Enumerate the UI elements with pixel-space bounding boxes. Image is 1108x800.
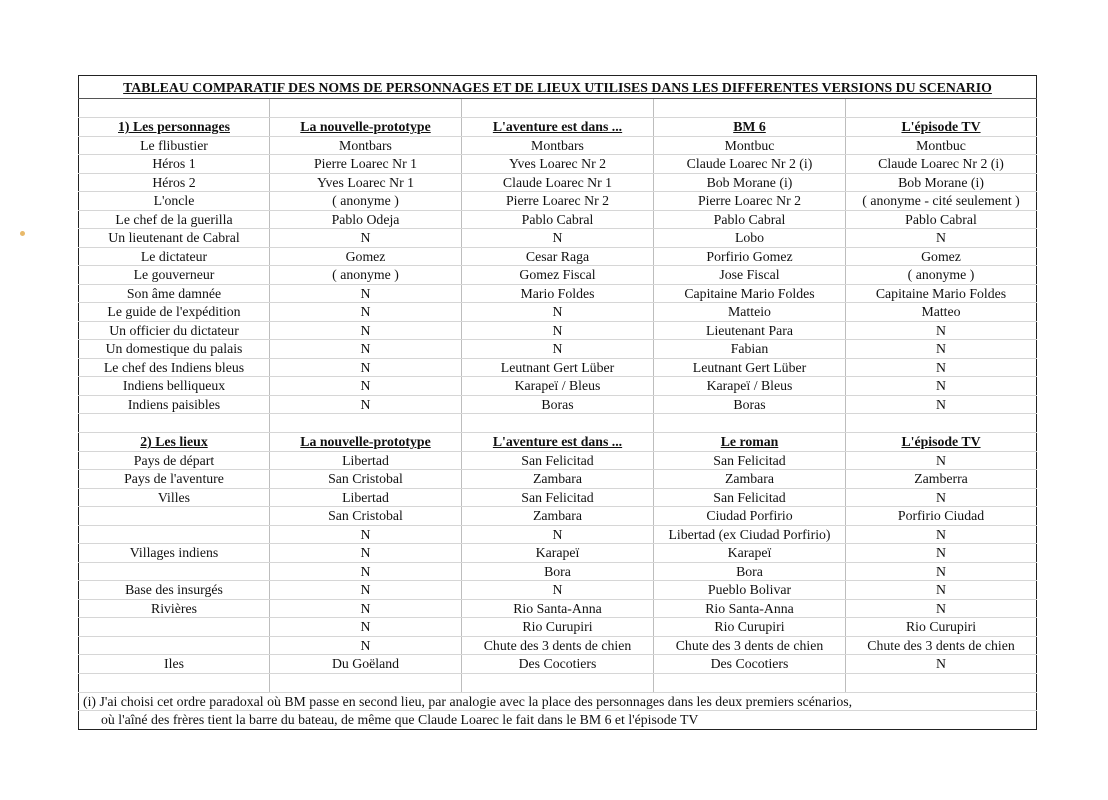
table-cell: Chute des 3 dents de chien xyxy=(462,636,654,655)
table-cell: Leutnant Gert Lüber xyxy=(462,358,654,377)
empty-cell xyxy=(462,99,654,118)
table-cell: N xyxy=(270,303,462,322)
table-row xyxy=(79,451,1037,470)
row-label: Pays de départ xyxy=(79,451,270,470)
footnote-text: (i) J'ai choisi cet ordre paradoxal où BM passe en second lieu, par analogie avec la place des personnages dans les deux premiers scénarios, xyxy=(79,692,1037,711)
table-cell: Boras xyxy=(654,395,846,414)
row-label: Base des insurgés xyxy=(79,581,270,600)
table-cell: Zambara xyxy=(654,470,846,489)
table-row xyxy=(79,136,1037,155)
table-cell: N xyxy=(462,229,654,248)
table-cell: N xyxy=(846,340,1037,359)
table-title: TABLEAU COMPARATIF DES NOMS DE PERSONNAGES ET DE LIEUX UTILISES DANS LES DIFFERENTES VERSIONS DU SCENARIO xyxy=(79,76,1037,99)
table-row xyxy=(79,544,1037,563)
table-row xyxy=(79,284,1037,303)
table-cell: Pablo Odeja xyxy=(270,210,462,229)
table-cell: San Felicitad xyxy=(462,488,654,507)
table-cell: San Cristobal xyxy=(270,470,462,489)
table-cell: N xyxy=(270,395,462,414)
table-cell: Fabian xyxy=(654,340,846,359)
table-cell: Montbuc xyxy=(654,136,846,155)
table-cell: Libertad xyxy=(270,488,462,507)
table-cell: Des Cocotiers xyxy=(462,655,654,674)
table-cell: Pueblo Bolivar xyxy=(654,581,846,600)
table-cell: Bora xyxy=(654,562,846,581)
table-cell: Gomez xyxy=(846,247,1037,266)
table-cell: N xyxy=(270,377,462,396)
table-cell: ( anonyme ) xyxy=(270,266,462,285)
table-cell: Zamberra xyxy=(846,470,1037,489)
table-cell: Pablo Cabral xyxy=(462,210,654,229)
table-cell: Boras xyxy=(462,395,654,414)
table-cell: Leutnant Gert Lüber xyxy=(654,358,846,377)
table-cell: Lieutenant Para xyxy=(654,321,846,340)
table-cell: Capitaine Mario Foldes xyxy=(654,284,846,303)
table-cell: Libertad (ex Ciudad Porfirio) xyxy=(654,525,846,544)
table-row xyxy=(79,581,1037,600)
column-header: 1) Les personnages xyxy=(79,118,270,137)
table-row xyxy=(79,525,1037,544)
row-label: Indiens paisibles xyxy=(79,395,270,414)
table-row xyxy=(79,655,1037,674)
table-row xyxy=(79,395,1037,414)
table-cell: San Felicitad xyxy=(654,488,846,507)
empty-cell xyxy=(79,414,270,433)
table-cell: N xyxy=(462,581,654,600)
row-label: Villages indiens xyxy=(79,544,270,563)
table-row xyxy=(79,321,1037,340)
table-cell: Pierre Loarec Nr 2 xyxy=(654,192,846,211)
table-cell: Pablo Cabral xyxy=(654,210,846,229)
row-label: Villes xyxy=(79,488,270,507)
table-cell: N xyxy=(270,340,462,359)
table-cell: Yves Loarec Nr 1 xyxy=(270,173,462,192)
blank-row xyxy=(79,99,1037,118)
table-cell: Karapeï / Bleus xyxy=(654,377,846,396)
footnote-text: où l'aîné des frères tient la barre du bateau, de même que Claude Loarec le fait dans le BM 6 et l'épisode TV xyxy=(79,711,1037,730)
table-cell: Gomez xyxy=(270,247,462,266)
table-cell: Rio Curupiri xyxy=(462,618,654,637)
table-cell: Pierre Loarec Nr 2 xyxy=(462,192,654,211)
table-cell: San Cristobal xyxy=(270,507,462,526)
row-label: Héros 1 xyxy=(79,155,270,174)
table-row xyxy=(79,266,1037,285)
table-cell: N xyxy=(846,321,1037,340)
row-label xyxy=(79,618,270,637)
row-label xyxy=(79,636,270,655)
blank-row xyxy=(79,673,1037,692)
row-label: Un lieutenant de Cabral xyxy=(79,229,270,248)
table-cell: Des Cocotiers xyxy=(654,655,846,674)
table-cell: Claude Loarec Nr 2 (i) xyxy=(846,155,1037,174)
table-cell: Montbars xyxy=(270,136,462,155)
margin-mark xyxy=(20,231,25,236)
table-cell: N xyxy=(846,525,1037,544)
empty-cell xyxy=(79,673,270,692)
table-row xyxy=(79,599,1037,618)
table-body xyxy=(79,76,1037,730)
row-label: Un officier du dictateur xyxy=(79,321,270,340)
empty-cell xyxy=(270,99,462,118)
empty-cell xyxy=(462,673,654,692)
table-cell: Mario Foldes xyxy=(462,284,654,303)
table-cell: Bora xyxy=(462,562,654,581)
table-cell: Rio Curupiri xyxy=(846,618,1037,637)
empty-cell xyxy=(654,673,846,692)
table-cell: Porfirio Ciudad xyxy=(846,507,1037,526)
table-row xyxy=(79,507,1037,526)
row-label: Le chef des Indiens bleus xyxy=(79,358,270,377)
table-row xyxy=(79,358,1037,377)
table-cell: N xyxy=(846,358,1037,377)
table-row xyxy=(79,562,1037,581)
table-cell: Bob Morane (i) xyxy=(654,173,846,192)
table-row xyxy=(79,636,1037,655)
table-cell: N xyxy=(846,377,1037,396)
table-cell: Gomez Fiscal xyxy=(462,266,654,285)
table-cell: N xyxy=(270,636,462,655)
table-cell: Porfirio Gomez xyxy=(654,247,846,266)
row-label: Indiens belliqueux xyxy=(79,377,270,396)
table-row xyxy=(79,377,1037,396)
column-header: L'épisode TV xyxy=(846,433,1037,452)
table-cell: N xyxy=(462,525,654,544)
table-cell: Cesar Raga xyxy=(462,247,654,266)
table-cell: N xyxy=(270,525,462,544)
row-label: Son âme damnée xyxy=(79,284,270,303)
table-cell: ( anonyme - cité seulement ) xyxy=(846,192,1037,211)
comparison-table xyxy=(78,75,1037,730)
table-cell: ( anonyme ) xyxy=(846,266,1037,285)
table-cell: N xyxy=(846,562,1037,581)
places-header-row xyxy=(79,433,1037,452)
column-header: BM 6 xyxy=(654,118,846,137)
table-cell: N xyxy=(846,581,1037,600)
column-header: Le roman xyxy=(654,433,846,452)
table-row xyxy=(79,173,1037,192)
row-label: Un domestique du palais xyxy=(79,340,270,359)
table-row xyxy=(79,618,1037,637)
table-cell: N xyxy=(270,321,462,340)
table-cell: N xyxy=(462,303,654,322)
comparison-sheet xyxy=(78,75,1036,730)
table-cell: N xyxy=(846,655,1037,674)
table-cell: Libertad xyxy=(270,451,462,470)
empty-cell xyxy=(270,673,462,692)
column-header: L'épisode TV xyxy=(846,118,1037,137)
table-cell: N xyxy=(462,321,654,340)
table-cell: N xyxy=(270,284,462,303)
table-cell: Chute des 3 dents de chien xyxy=(846,636,1037,655)
empty-cell xyxy=(654,99,846,118)
blank-row xyxy=(79,414,1037,433)
row-label: Rivières xyxy=(79,599,270,618)
table-cell: San Felicitad xyxy=(654,451,846,470)
column-header: L'aventure est dans ... xyxy=(462,118,654,137)
table-row xyxy=(79,488,1037,507)
table-cell: Yves Loarec Nr 2 xyxy=(462,155,654,174)
table-row xyxy=(79,192,1037,211)
table-cell: Montbars xyxy=(462,136,654,155)
table-cell: N xyxy=(846,599,1037,618)
table-cell: Karapeï xyxy=(654,544,846,563)
table-cell: Du Goëland xyxy=(270,655,462,674)
table-cell: Rio Curupiri xyxy=(654,618,846,637)
row-label xyxy=(79,507,270,526)
table-cell: Pablo Cabral xyxy=(846,210,1037,229)
table-cell: N xyxy=(270,229,462,248)
row-label: Le flibustier xyxy=(79,136,270,155)
table-cell: N xyxy=(846,451,1037,470)
table-row xyxy=(79,340,1037,359)
row-label xyxy=(79,525,270,544)
column-header: L'aventure est dans ... xyxy=(462,433,654,452)
table-cell: Bob Morane (i) xyxy=(846,173,1037,192)
table-row xyxy=(79,303,1037,322)
table-cell: N xyxy=(846,229,1037,248)
table-cell: N xyxy=(462,340,654,359)
table-cell: N xyxy=(846,395,1037,414)
table-cell: Rio Santa-Anna xyxy=(654,599,846,618)
table-cell: N xyxy=(270,544,462,563)
row-label: Héros 2 xyxy=(79,173,270,192)
column-header: 2) Les lieux xyxy=(79,433,270,452)
table-cell: Karapeï / Bleus xyxy=(462,377,654,396)
table-cell: Montbuc xyxy=(846,136,1037,155)
table-cell: Claude Loarec Nr 1 xyxy=(462,173,654,192)
table-cell: Capitaine Mario Foldes xyxy=(846,284,1037,303)
table-cell: N xyxy=(270,562,462,581)
empty-cell xyxy=(846,673,1037,692)
row-label: Le guide de l'expédition xyxy=(79,303,270,322)
table-cell: N xyxy=(270,358,462,377)
table-cell: Jose Fiscal xyxy=(654,266,846,285)
table-cell: ( anonyme ) xyxy=(270,192,462,211)
table-cell: N xyxy=(270,599,462,618)
row-label: Iles xyxy=(79,655,270,674)
table-cell: Matteo xyxy=(846,303,1037,322)
table-cell: Lobo xyxy=(654,229,846,248)
table-cell: Matteio xyxy=(654,303,846,322)
table-cell: N xyxy=(270,581,462,600)
table-cell: Chute des 3 dents de chien xyxy=(654,636,846,655)
table-cell: Rio Santa-Anna xyxy=(462,599,654,618)
row-label xyxy=(79,562,270,581)
row-label: Le dictateur xyxy=(79,247,270,266)
characters-header-row xyxy=(79,118,1037,137)
empty-cell xyxy=(846,99,1037,118)
table-cell: Zambara xyxy=(462,507,654,526)
row-label: Le chef de la guerilla xyxy=(79,210,270,229)
footnote-row xyxy=(79,711,1037,730)
empty-cell xyxy=(846,414,1037,433)
table-cell: N xyxy=(846,544,1037,563)
table-row xyxy=(79,229,1037,248)
table-cell: N xyxy=(270,618,462,637)
footnote-row xyxy=(79,692,1037,711)
empty-cell xyxy=(270,414,462,433)
row-label: Le gouverneur xyxy=(79,266,270,285)
table-cell: Pierre Loarec Nr 1 xyxy=(270,155,462,174)
table-cell: San Felicitad xyxy=(462,451,654,470)
table-row xyxy=(79,470,1037,489)
table-cell: Zambara xyxy=(462,470,654,489)
empty-cell xyxy=(654,414,846,433)
table-row xyxy=(79,210,1037,229)
table-row xyxy=(79,155,1037,174)
table-row xyxy=(79,247,1037,266)
table-cell: Claude Loarec Nr 2 (i) xyxy=(654,155,846,174)
row-label: L'oncle xyxy=(79,192,270,211)
table-cell: Ciudad Porfirio xyxy=(654,507,846,526)
column-header: La nouvelle-prototype xyxy=(270,118,462,137)
column-header: La nouvelle-prototype xyxy=(270,433,462,452)
title-row xyxy=(79,76,1037,99)
empty-cell xyxy=(462,414,654,433)
table-cell: Karapeï xyxy=(462,544,654,563)
row-label: Pays de l'aventure xyxy=(79,470,270,489)
table-cell: N xyxy=(846,488,1037,507)
empty-cell xyxy=(79,99,270,118)
